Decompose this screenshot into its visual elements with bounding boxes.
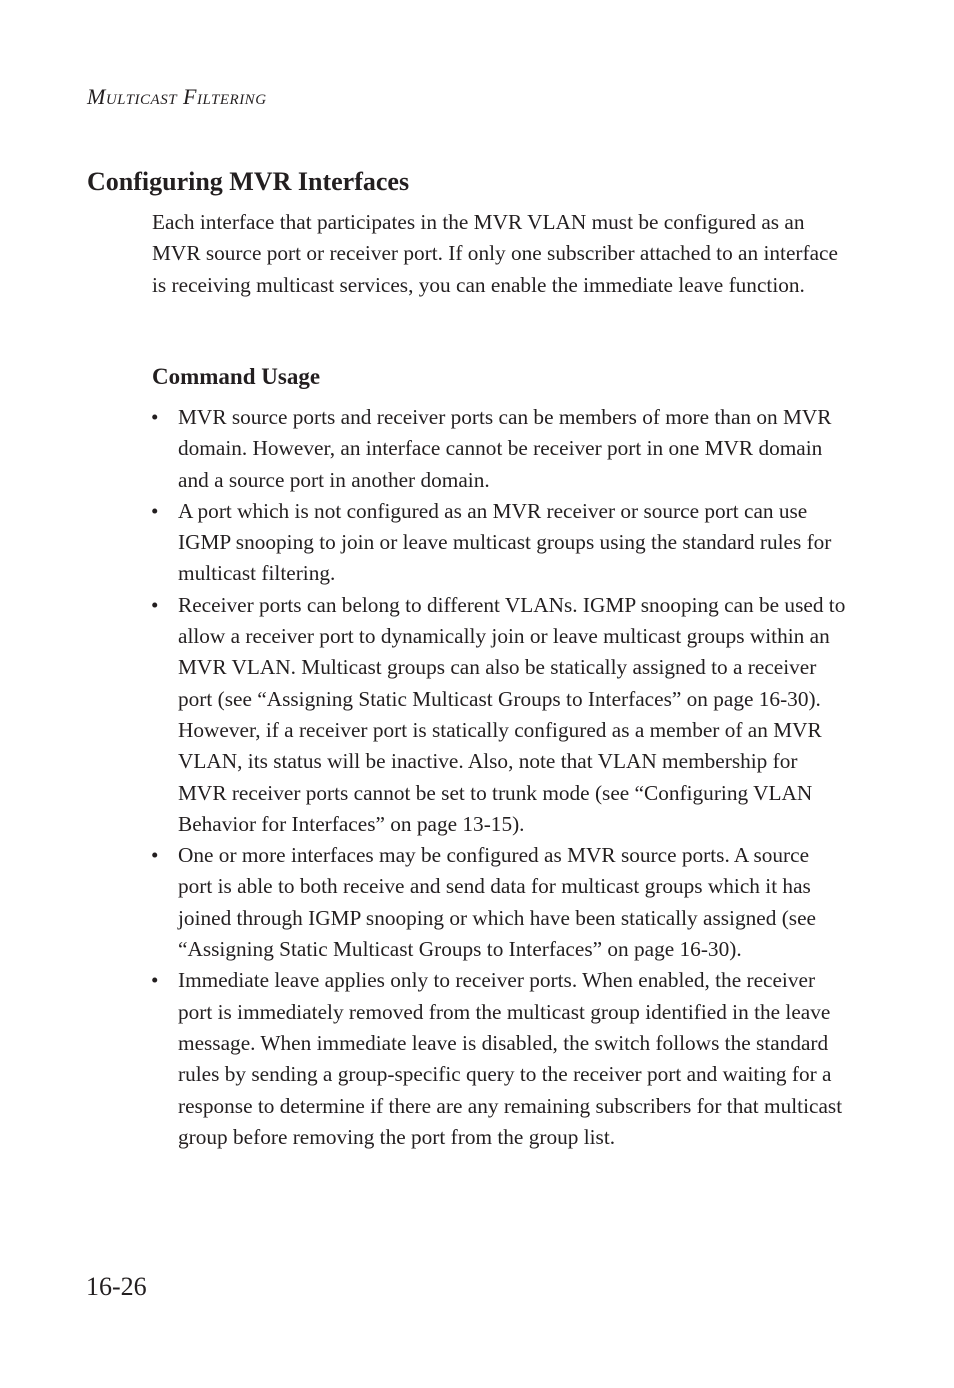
list-item-text: MVR source ports and receiver ports can be members of more than on MVR domain. However, an interface cannot be receiver port in one MVR domain and a source port in another domain. — [178, 405, 832, 492]
bullet-icon: • — [151, 592, 159, 617]
list-item — [150, 590, 847, 840]
bullet-icon: • — [151, 843, 159, 868]
list-item — [150, 402, 847, 496]
list-item-text: A port which is not configured as an MVR receiver or source port can use IGMP snooping to join or leave multicast groups using the standard rules for multicast filtering. — [178, 498, 832, 586]
bullet-icon: • — [151, 968, 159, 993]
list-item-text: Immediate leave applies only to receiver ports. When enabled, the receiver port is immediately removed from the multicast group identified in the leave message. When immediate leave is disabled, the switch follows the standard rules by sending a group-specific query to the receiver port and waiting for a response to determine if there are any remaining subscribers for that multicast group before removing the port from the group list. — [178, 968, 843, 1149]
command-usage-list — [150, 402, 847, 1153]
list-item-text: Receiver ports can belong to different VLANs. IGMP snooping can be used to allow a receiver port to dynamically join or leave multicast groups within an MVR VLAN. Multicast groups can also be statically assigned to a receiver port (see “Assigning Static Multicast Groups to Interfaces” on page 16-30). However, if a receiver port is statically configured as a member of an MVR VLAN, its status will be inactive. Also, note that VLAN membership for MVR receiver ports cannot be set to trunk mode (see “Configuring VLAN Behavior for Interfaces” on page 13-15). — [178, 592, 846, 836]
intro-paragraph: Each interface that participates in the MVR VLAN must be configured as an MVR source port or receiver port. If only one subscriber attached to an interface is receiving multicast services, you can enable the immediate leave function. — [152, 210, 838, 297]
section-title: Configuring MVR Interfaces — [87, 167, 410, 196]
list-item — [150, 840, 847, 965]
list-item — [150, 496, 847, 590]
running-header: Multicast Filtering — [87, 84, 267, 109]
bullet-icon: • — [151, 498, 159, 523]
command-usage-title: Command Usage — [152, 364, 321, 389]
list-item-text: One or more interfaces may be configured as MVR source ports. A source port is able to both receive and send data for multicast groups which it has joined through IGMP snooping or which have been statically assigned (see “Assigning Static Multicast Groups to Interfaces” on page 16-30). — [178, 843, 816, 962]
page-number: 16-26 — [86, 1272, 147, 1301]
bullet-icon: • — [151, 405, 159, 429]
list-item — [150, 965, 847, 1153]
